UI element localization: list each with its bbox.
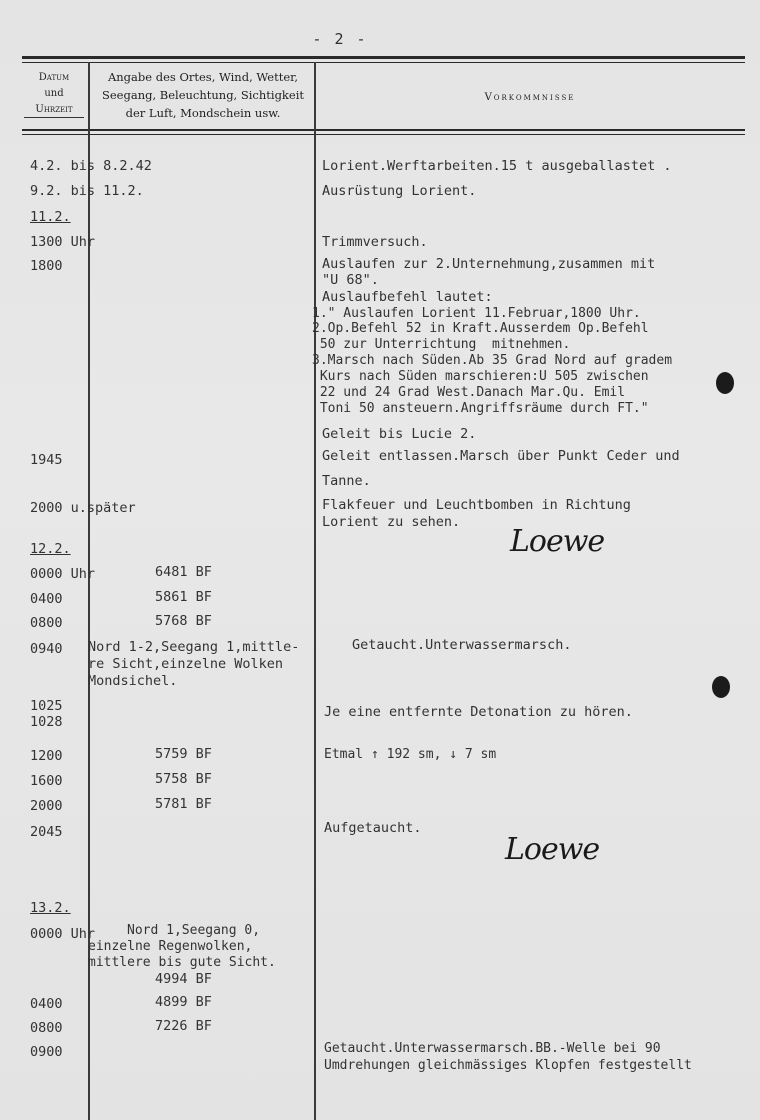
header-angabe-line-2: Seegang, Beleuchtung, Sichtigkeit: [101, 88, 305, 102]
entry-time: 1800: [30, 258, 63, 274]
day-heading: 12.2.: [30, 541, 71, 557]
column-divider-2: [314, 62, 316, 1120]
header-datum-line-1: Datum: [38, 72, 70, 83]
entry-date: 4.2. bis 8.2.42: [30, 158, 152, 174]
header-angabe-line-1: Angabe des Ortes, Wind, Wetter,: [107, 70, 299, 84]
entry-event: Toni 50 ansteuern.Angriffsräume durch FT.": [312, 401, 649, 416]
entry-event: Getaucht.Unterwassermarsch.: [352, 637, 572, 653]
entry-event: Ausrüstung Lorient.: [322, 183, 477, 199]
entry-location: re Sicht,einzelne Wolken: [88, 656, 284, 672]
entry-event: Lorient zu sehen.: [322, 514, 461, 530]
header-datum-underline: [24, 117, 84, 118]
header-bottom-rule: [22, 129, 745, 131]
entry-event: 22 und 24 Grad West.Danach Mar.Qu. Emil: [312, 385, 626, 400]
day-heading: 13.2.: [30, 900, 71, 916]
entry-position: 4899 BF: [155, 994, 212, 1010]
entry-event: Trimmversuch.: [322, 234, 428, 250]
entry-time: 0400: [30, 996, 63, 1012]
header-datum: [22, 70, 86, 118]
entry-position: 5768 BF: [155, 613, 212, 629]
entry-event: "U 68".: [322, 272, 379, 288]
entry-event: Je eine entfernte Detonation zu hören.: [324, 704, 633, 720]
entry-event: Getaucht.Unterwassermarsch.BB.-Welle bei 90: [324, 1041, 661, 1056]
punch-hole: [716, 372, 734, 394]
entry-event: Auslaufen zur 2.Unternehmung,zusammen mit: [322, 256, 656, 272]
entry-position: 5781 BF: [155, 796, 212, 812]
entry-event: Auslaufbefehl lautet:: [322, 289, 493, 305]
header-top-rule: [22, 56, 745, 59]
header-datum-line-2: und: [44, 88, 64, 99]
entry-event: 2.Op.Befehl 52 in Kraft.Ausserdem Op.Befehl: [312, 321, 649, 336]
entry-event: Tanne.: [322, 473, 371, 489]
entry-event: Lorient.Werftarbeiten.15 t ausgeballastet .: [322, 158, 672, 174]
entry-position: 5759 BF: [155, 746, 212, 762]
signature: Loewe: [505, 832, 600, 867]
entry-time: 0800: [30, 1020, 63, 1036]
entry-event: Geleit bis Lucie 2.: [322, 426, 477, 442]
entry-time: 1945: [30, 452, 63, 468]
entry-event: Aufgetaucht.: [324, 820, 422, 836]
entry-time: 0940: [30, 641, 63, 657]
header-top-rule-thin: [22, 62, 745, 63]
entry-time: 1600: [30, 773, 63, 789]
entry-location: Mondsichel.: [88, 673, 178, 689]
entry-location: mittlere bis gute Sicht.: [88, 955, 276, 970]
entry-event: 1." Auslaufen Lorient 11.Februar,1800 Uhr.: [312, 306, 641, 321]
entry-time: 0000 Uhr: [30, 566, 96, 582]
entry-time: 0000 Uhr: [30, 926, 96, 942]
day-heading: 11.2.: [30, 209, 71, 225]
entry-time: 2000 u.später: [30, 500, 136, 516]
entry-time: 2045: [30, 824, 63, 840]
entry-time: 2000: [30, 798, 63, 814]
entry-location: Nord 1-2,Seegang 1,mittle-: [88, 639, 300, 655]
entry-location: einzelne Regenwolken,: [88, 939, 253, 954]
punch-hole: [712, 676, 730, 698]
header-datum-line-3: Uhrzeit: [35, 104, 73, 115]
entry-time: 0400: [30, 591, 63, 607]
header-vorkommnisse: Vorkommnisse: [484, 92, 576, 103]
entry-time: 0800: [30, 615, 63, 631]
entry-position: 5758 BF: [155, 771, 212, 787]
entry-event: Etmal ↑ 192 sm, ↓ 7 sm: [324, 747, 497, 762]
entry-time: 1200: [30, 748, 63, 764]
entry-event: Flakfeuer und Leuchtbomben in Richtung: [322, 497, 631, 513]
entry-time: 1028: [30, 714, 63, 730]
entry-time: 1300 Uhr: [30, 234, 96, 250]
entry-position: 7226 BF: [155, 1018, 212, 1034]
entry-time: 0900: [30, 1044, 63, 1060]
entry-position: 6481 BF: [155, 564, 212, 580]
entry-event: Kurs nach Süden marschieren:U 505 zwischen: [312, 369, 649, 384]
entry-event: 50 zur Unterrichtung mitnehmen.: [312, 337, 571, 352]
page-number: - 2 -: [312, 30, 368, 48]
entry-event: Geleit entlassen.Marsch über Punkt Ceder und: [322, 448, 680, 464]
entry-position: 5861 BF: [155, 589, 212, 605]
entry-event: 3.Marsch nach Süden.Ab 35 Grad Nord auf gradem: [312, 353, 673, 368]
entry-position: 4994 BF: [155, 971, 212, 987]
entry-event: Umdrehungen gleichmässiges Klopfen festgestellt: [324, 1058, 692, 1073]
entry-date: 9.2. bis 11.2.: [30, 183, 144, 199]
entry-location: Nord 1,Seegang 0,: [127, 923, 261, 938]
header-angabe: [92, 68, 314, 122]
entry-time: 1025: [30, 698, 63, 714]
header-bottom-rule-thin: [22, 134, 745, 135]
signature: Loewe: [510, 524, 605, 559]
header-angabe-line-3: der Luft, Mondschein usw.: [125, 106, 281, 120]
